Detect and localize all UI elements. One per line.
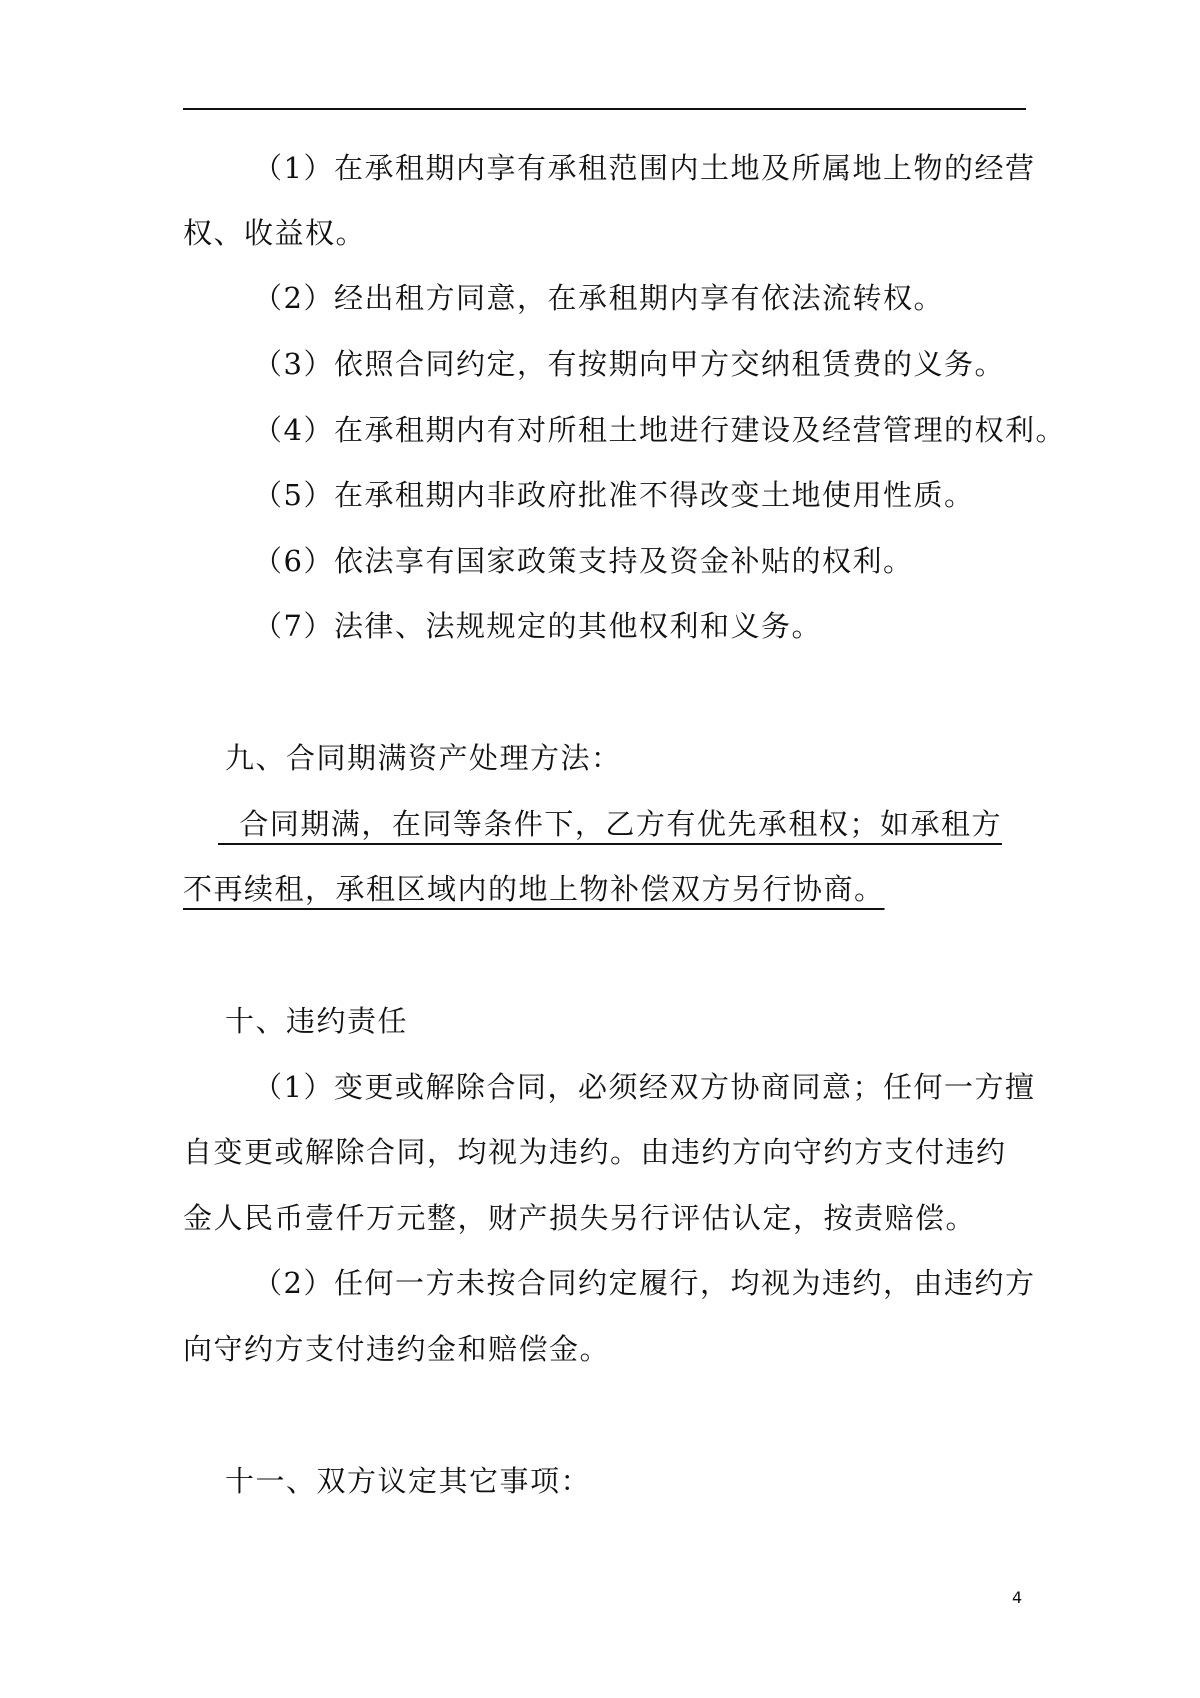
s9-body-line1: 合同期满，在同等条件下，乙方有优先承租权；如承租方 [218,807,1002,841]
s10-item2-line1: （2）任何一方未按合同约定履行，均视为违约，由违约方 [253,1266,1036,1300]
s10-item1-line3: 金人民币壹仟万元整，财产损失另行评估认定，按责赔偿。 [183,1201,977,1235]
s9-heading: 九、合同期满资产处理方法： [225,741,622,775]
header-rule [183,108,1026,110]
s10-heading: 十、违约责任 [225,1004,409,1038]
s8-item3: （3）依照合同约定，有按期向甲方交纳租赁费的义务。 [253,347,1005,381]
s8-item6: （6）依法享有国家政策支持及资金补贴的权利。 [253,544,914,578]
s8-item7: （7）法律、法规规定的其他权利和义务。 [253,609,822,643]
s10-item1-line1: （1）变更或解除合同，必须经双方协商同意；任何一方擅 [253,1070,1036,1104]
s9-body-line2: 不再续租，承租区域内的地上物补偿双方另行协商。 [183,872,885,906]
s8-item5: （5）在承租期内非政府批准不得改变土地使用性质。 [253,478,975,512]
s8-item1-line2: 权、收益权。 [183,216,367,250]
s10-item2-line2: 向守约方支付违约金和赔偿金。 [183,1332,611,1366]
s8-item2: （2）经出租方同意，在承租期内享有依法流转权。 [253,281,944,315]
s11-heading: 十一、双方议定其它事项： [225,1464,592,1498]
page-number: 4 [1012,1588,1023,1607]
s8-item4: （4）在承租期内有对所租土地进行建设及经营管理的权利。 [253,413,1066,447]
s8-item1-line1: （1）在承租期内享有承租范围内土地及所属地上物的经营 [253,151,1036,185]
s10-item1-line2: 自变更或解除合同，均视为违约。由违约方向守约方支付违约 [183,1135,1007,1169]
